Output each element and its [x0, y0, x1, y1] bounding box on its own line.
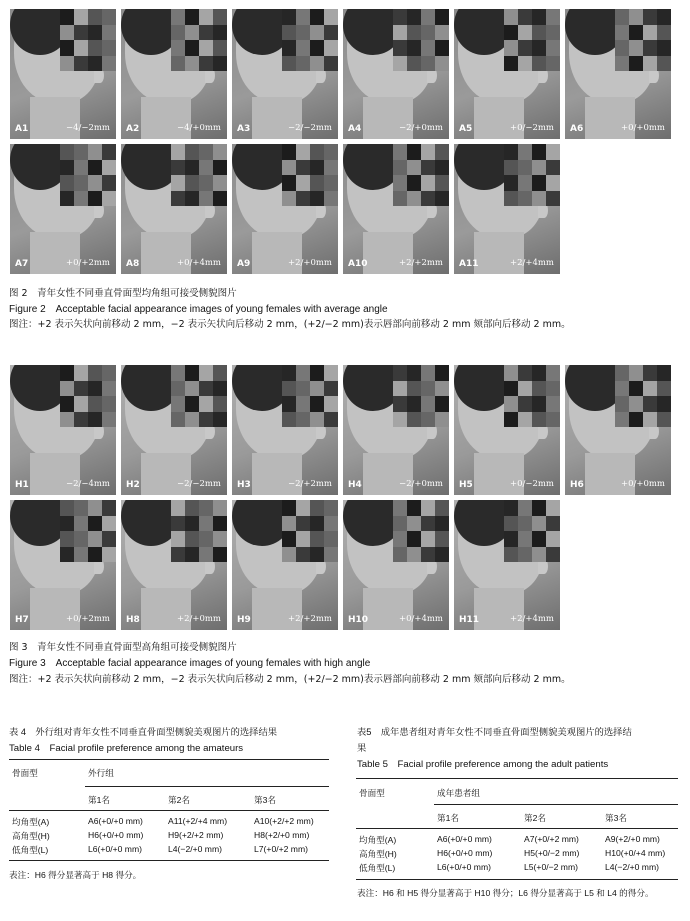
photo-label: A11 [459, 259, 479, 269]
table4-cell-rank1: A6(+0/+0 mm) [88, 816, 143, 826]
photo-value: +0/+2mm [65, 258, 110, 268]
figure3-photo-h1 [9, 364, 117, 496]
table4-cell-rank1: H6(+0/+0 mm) [88, 830, 144, 840]
table4-col-type: 骨面型 [12, 768, 38, 778]
photo-label: A10 [348, 259, 368, 269]
photo-label: H6 [570, 480, 584, 490]
photo-value: −2/+0mm [398, 123, 443, 133]
photo-value: +0/+4mm [398, 614, 443, 624]
figure2-caption-en: Figure 2 Acceptable facial appearance images of young females with average angle [9, 304, 388, 315]
table5-cell-type: 均角型(A) [359, 835, 397, 845]
figure2-photo-a6 [564, 8, 672, 140]
table4-title-en: Table 4 Facial profile preference among the amateurs [9, 743, 244, 754]
figure2-photo-a9 [231, 143, 339, 275]
figure2-caption-cn: 图 2 青年女性不同垂直骨面型均角组可接受侧貌图片 [9, 288, 237, 299]
table4-title-cn: 表 4 外行组对青年女性不同垂直骨面型侧貌美观图片的选择结果 [9, 727, 278, 737]
photo-value: −2/−4mm [65, 479, 110, 489]
figure3-note: 图注：+2 表示矢状向前移动 2 mm，−2 表示矢状向后移动 2 mm，(+2/−2 mm)表示唇部向前移动 2 mm 颏部向后移动 2 mm。 [9, 674, 571, 685]
figure3-photo-h7 [9, 499, 117, 631]
photo-value: +2/+2mm [287, 614, 332, 624]
photo-value: −4/+0mm [176, 123, 221, 133]
table5-title-cn-line2: 果 [357, 743, 367, 753]
table4-bottom-rule [9, 860, 329, 861]
table5-cell-type: 高角型(H) [359, 849, 397, 859]
table5-cell-rank3: H10(+0/+4 mm) [605, 848, 666, 858]
table5-cell-rank2: L5(+0/−2 mm) [524, 862, 578, 872]
table4-group: 外行组 [88, 768, 114, 778]
table5-col-type: 骨面型 [359, 788, 385, 798]
photo-label: A1 [15, 124, 29, 134]
table5-cell-rank2: H5(+0/−2 mm) [524, 848, 580, 858]
table4-cell-rank1: L6(+0/+0 mm) [88, 844, 142, 854]
table5-cell-rank1: A6(+0/+0 mm) [437, 834, 492, 844]
table5-top-rule [356, 778, 678, 779]
photo-value: +2/+4mm [509, 258, 554, 268]
table5-rank-3: 第3名 [605, 813, 627, 823]
table4-cell-rank3: A10(+2/+2 mm) [254, 816, 314, 826]
photo-value: −2/+2mm [287, 479, 332, 489]
table5-cell-rank1: L6(+0/+0 mm) [437, 862, 491, 872]
photo-label: H8 [126, 615, 140, 625]
figure3-caption-cn: 图 3 青年女性不同垂直骨面型高角组可接受侧貌图片 [9, 642, 237, 653]
figure2-photo-a5 [453, 8, 561, 140]
figure2-photo-a4 [342, 8, 450, 140]
table5-note: 表注：H6 和 H5 得分显著高于 H10 得分；L6 得分显著高于 L5 和 L4 的得分。 [357, 888, 654, 898]
table5-cell-rank3: L4(−2/+0 mm) [605, 862, 659, 872]
photo-value: +0/+0mm [620, 123, 665, 133]
table4-top-rule [9, 759, 329, 760]
photo-label: A8 [126, 259, 140, 269]
figure3-photo-h2 [120, 364, 228, 496]
figure3-photo-h4 [342, 364, 450, 496]
table5-group-rule [434, 804, 678, 805]
figure2-photo-a8 [120, 143, 228, 275]
photo-label: H5 [459, 480, 473, 490]
photo-label: H1 [15, 480, 29, 490]
photo-value: +2/+0mm [287, 258, 332, 268]
table4-note: 表注：H6 得分显著高于 H8 得分。 [9, 870, 142, 880]
table4-rank-3: 第3名 [254, 795, 276, 805]
photo-label: H10 [348, 615, 369, 625]
table5-cell-type: 低角型(L) [359, 863, 396, 873]
photo-value: −2/−2mm [176, 479, 221, 489]
photo-label: A7 [15, 259, 29, 269]
photo-value: −2/−2mm [287, 123, 332, 133]
table4-cell-rank3: H8(+2/+0 mm) [254, 830, 310, 840]
photo-value: +2/+4mm [509, 614, 554, 624]
figure3-photo-h3 [231, 364, 339, 496]
table4-cell-rank2: H9(+2/+2 mm) [168, 830, 224, 840]
figure2-note: 图注：+2 表示矢状向前移动 2 mm，−2 表示矢状向后移动 2 mm，(+2/−2 mm)表示唇部向前移动 2 mm 颏部向后移动 2 mm。 [9, 319, 571, 330]
photo-value: +2/+0mm [176, 614, 221, 624]
table5-rank-2: 第2名 [524, 813, 546, 823]
table5-cell-rank1: H6(+0/+0 mm) [437, 848, 493, 858]
table5-mid-rule [356, 828, 678, 829]
photo-label: A4 [348, 124, 362, 134]
figure3-caption-en: Figure 3 Acceptable facial appearance images of young females with high angle [9, 658, 371, 669]
photo-value: −4/−2mm [65, 123, 110, 133]
photo-value: +0/+2mm [65, 614, 110, 624]
figure2-photo-a10 [342, 143, 450, 275]
photo-value: +0/−2mm [509, 123, 554, 133]
table4-cell-type: 低角型(L) [12, 845, 49, 855]
figure3-photo-h11 [453, 499, 561, 631]
table5-bottom-rule [356, 879, 678, 880]
table4-group-rule [85, 786, 329, 787]
photo-label: H9 [237, 615, 251, 625]
photo-label: H7 [15, 615, 29, 625]
table4-cell-rank2: A11(+2/+4 mm) [168, 816, 228, 826]
photo-value: −2/+0mm [398, 479, 443, 489]
table4-cell-type: 均角型(A) [12, 817, 50, 827]
table4-rank-1: 第1名 [88, 795, 110, 805]
table5-cell-rank3: A9(+2/+0 mm) [605, 834, 660, 844]
table4-rank-2: 第2名 [168, 795, 190, 805]
photo-label: H3 [237, 480, 251, 490]
photo-label: H11 [459, 615, 480, 625]
photo-label: A6 [570, 124, 584, 134]
table4-cell-rank3: L7(+0/+2 mm) [254, 844, 308, 854]
table4-cell-type: 高角型(H) [12, 831, 50, 841]
photo-value: +0/−2mm [509, 479, 554, 489]
figure3-photo-h9 [231, 499, 339, 631]
photo-value: +2/+2mm [398, 258, 443, 268]
figure2-photo-a11 [453, 143, 561, 275]
figure2-photo-a2 [120, 8, 228, 140]
figure3-photo-h5 [453, 364, 561, 496]
table5-group: 成年患者组 [437, 788, 480, 798]
figure2-photo-a1 [9, 8, 117, 140]
table5-title-en: Table 5 Facial profile preference among the adult patients [357, 759, 609, 770]
photo-label: A2 [126, 124, 140, 134]
photo-label: H2 [126, 480, 140, 490]
figure3-photo-h6 [564, 364, 672, 496]
figure3-photo-h8 [120, 499, 228, 631]
table5-rank-1: 第1名 [437, 813, 459, 823]
photo-label: A9 [237, 259, 251, 269]
figure2-photo-a7 [9, 143, 117, 275]
photo-label: H4 [348, 480, 362, 490]
photo-label: A3 [237, 124, 251, 134]
photo-label: A5 [459, 124, 473, 134]
table5-cell-rank2: A7(+0/+2 mm) [524, 834, 579, 844]
figure2-photo-a3 [231, 8, 339, 140]
photo-value: +0/+0mm [620, 479, 665, 489]
photo-value: +0/+4mm [176, 258, 221, 268]
table5-title-cn-line1: 表5 成年患者组对青年女性不同垂直骨面型侧貌美观图片的选择结 [357, 727, 632, 737]
table4-mid-rule [9, 810, 329, 811]
figure3-photo-h10 [342, 499, 450, 631]
table4-cell-rank2: L4(−2/+0 mm) [168, 844, 222, 854]
